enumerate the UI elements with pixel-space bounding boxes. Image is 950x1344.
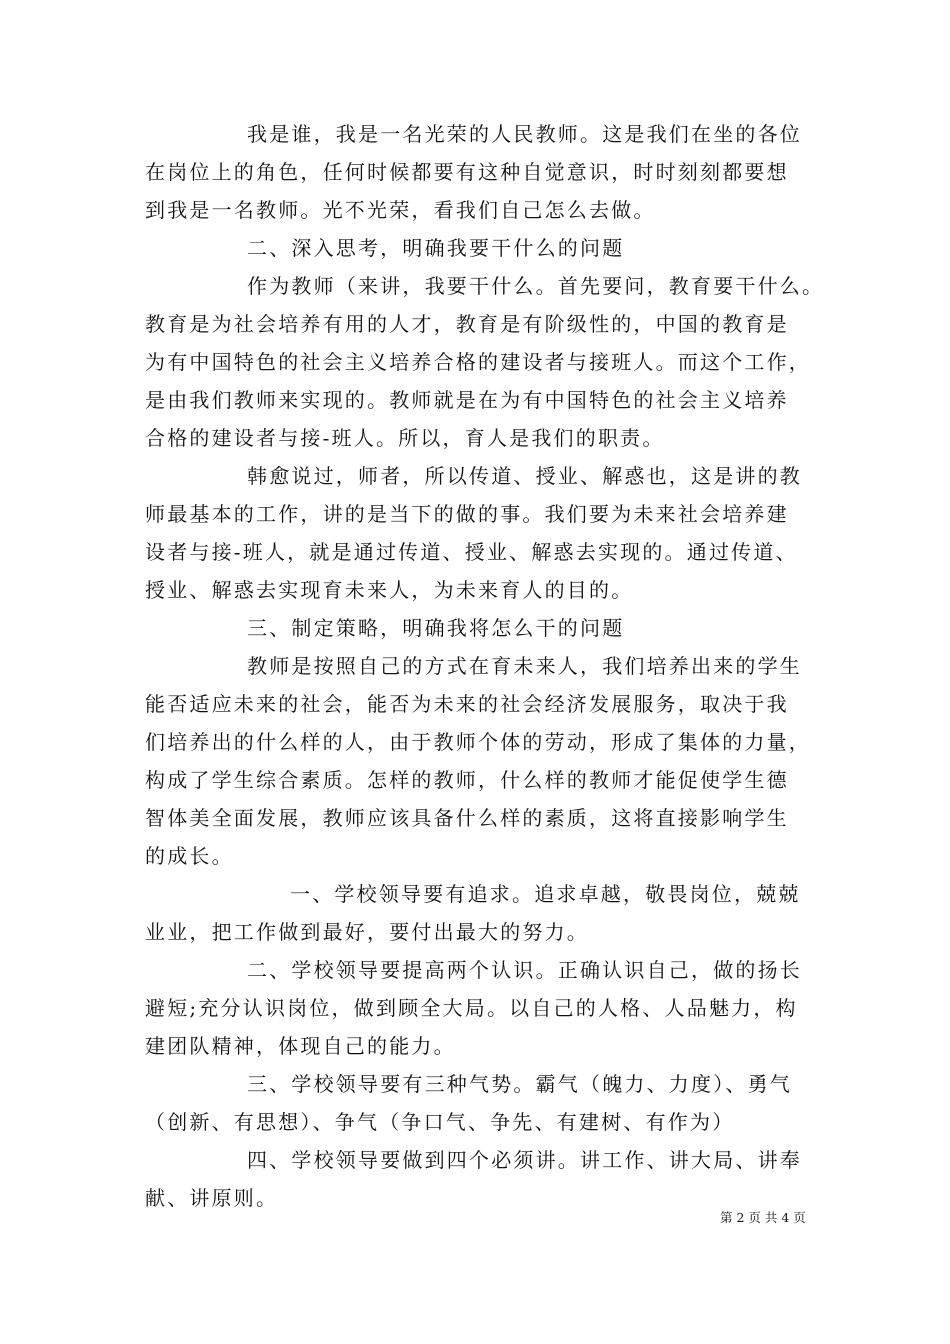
paragraph-line: 避短;充分认识岗位，做到顾全大局。以自己的人格、人品魅力，构 (145, 996, 798, 1020)
paragraph-line: 智体美全面发展，教师应该具备什么样的素质，这将直接影响学生 (145, 806, 789, 830)
paragraph-line: 作为教师（来讲，我要干什么。首先要问，教育要干什么。 (247, 274, 825, 298)
paragraph-line: 一、学校领导要有追求。追求卓越，敬畏岗位，兢兢 (290, 882, 801, 906)
paragraph-line: 二、学校领导要提高两个认识。正确认识自己，做的扬长 (247, 958, 802, 982)
section-heading: 二、深入思考，明确我要干什么的问题 (247, 236, 625, 260)
paragraph-line: 是由我们教师来实现的。教师就是在为有中国特色的社会主义培养 (145, 388, 789, 412)
paragraph-line: （创新、有思想）、争气（争口气、争先、有建树、有作为） (145, 1110, 735, 1134)
paragraph-line: 三、学校领导要有三种气势。霸气（魄力、力度）、勇气 (247, 1072, 792, 1096)
paragraph-line: 授业、解惑去实现育未来人，为未来育人的目的。 (145, 578, 634, 602)
paragraph-line: 到我是一名教师。光不光荣，看我们自己怎么去做。 (145, 198, 656, 222)
paragraph-line: 师最基本的工作，讲的是当下的做的事。我们要为未来社会培养建 (145, 502, 789, 526)
paragraph-line: 的成长。 (145, 844, 234, 868)
paragraph-line: 献、讲原则。 (145, 1186, 279, 1210)
paragraph-line: 为有中国特色的社会主义培养合格的建设者与接班人。而这个工作， (145, 350, 811, 374)
paragraph-line: 四、学校领导要做到四个必须讲。讲工作、讲大局、讲奉 (247, 1148, 802, 1172)
paragraph-line: 合格的建设者与接-班人。所以，育人是我们的职责。 (145, 426, 665, 450)
paragraph-line: 业业，把工作做到最好，要付出最大的努力。 (145, 920, 589, 944)
paragraph-line: 教师是按照自己的方式在育未来人，我们培养出来的学生 (247, 654, 802, 678)
page-number: 第 2 页 共 4 页 (720, 1210, 806, 1225)
paragraph-line: 教育是为社会培养有用的人才，教育是有阶级性的，中国的教育是 (145, 312, 789, 336)
paragraph-line: 能否适应未来的社会，能否为未来的社会经济发展服务，取决于我 (145, 692, 789, 716)
paragraph-line: 韩愈说过，师者，所以传道、授业、解惑也，这是讲的教 (247, 464, 802, 488)
paragraph-line: 构成了学生综合素质。怎样的教师，什么样的教师才能促使学生德 (145, 768, 789, 792)
section-heading: 三、制定策略，明确我将怎么干的问题 (247, 616, 625, 640)
paragraph-line: 们培养出的什么样的人，由于教师个体的劳动，形成了集体的力量， (145, 730, 811, 754)
paragraph-line: 在岗位上的角色，任何时候都要有这种自觉意识，时时刻刻都要想 (145, 160, 789, 184)
paragraph-line: 建团队精神，体现自己的能力。 (145, 1034, 456, 1058)
paragraph-line: 我是谁，我是一名光荣的人民教师。这是我们在坐的各位 (247, 122, 802, 146)
paragraph-line: 设者与接-班人，就是通过传道、授业、解惑去实现的。通过传道、 (145, 540, 798, 564)
